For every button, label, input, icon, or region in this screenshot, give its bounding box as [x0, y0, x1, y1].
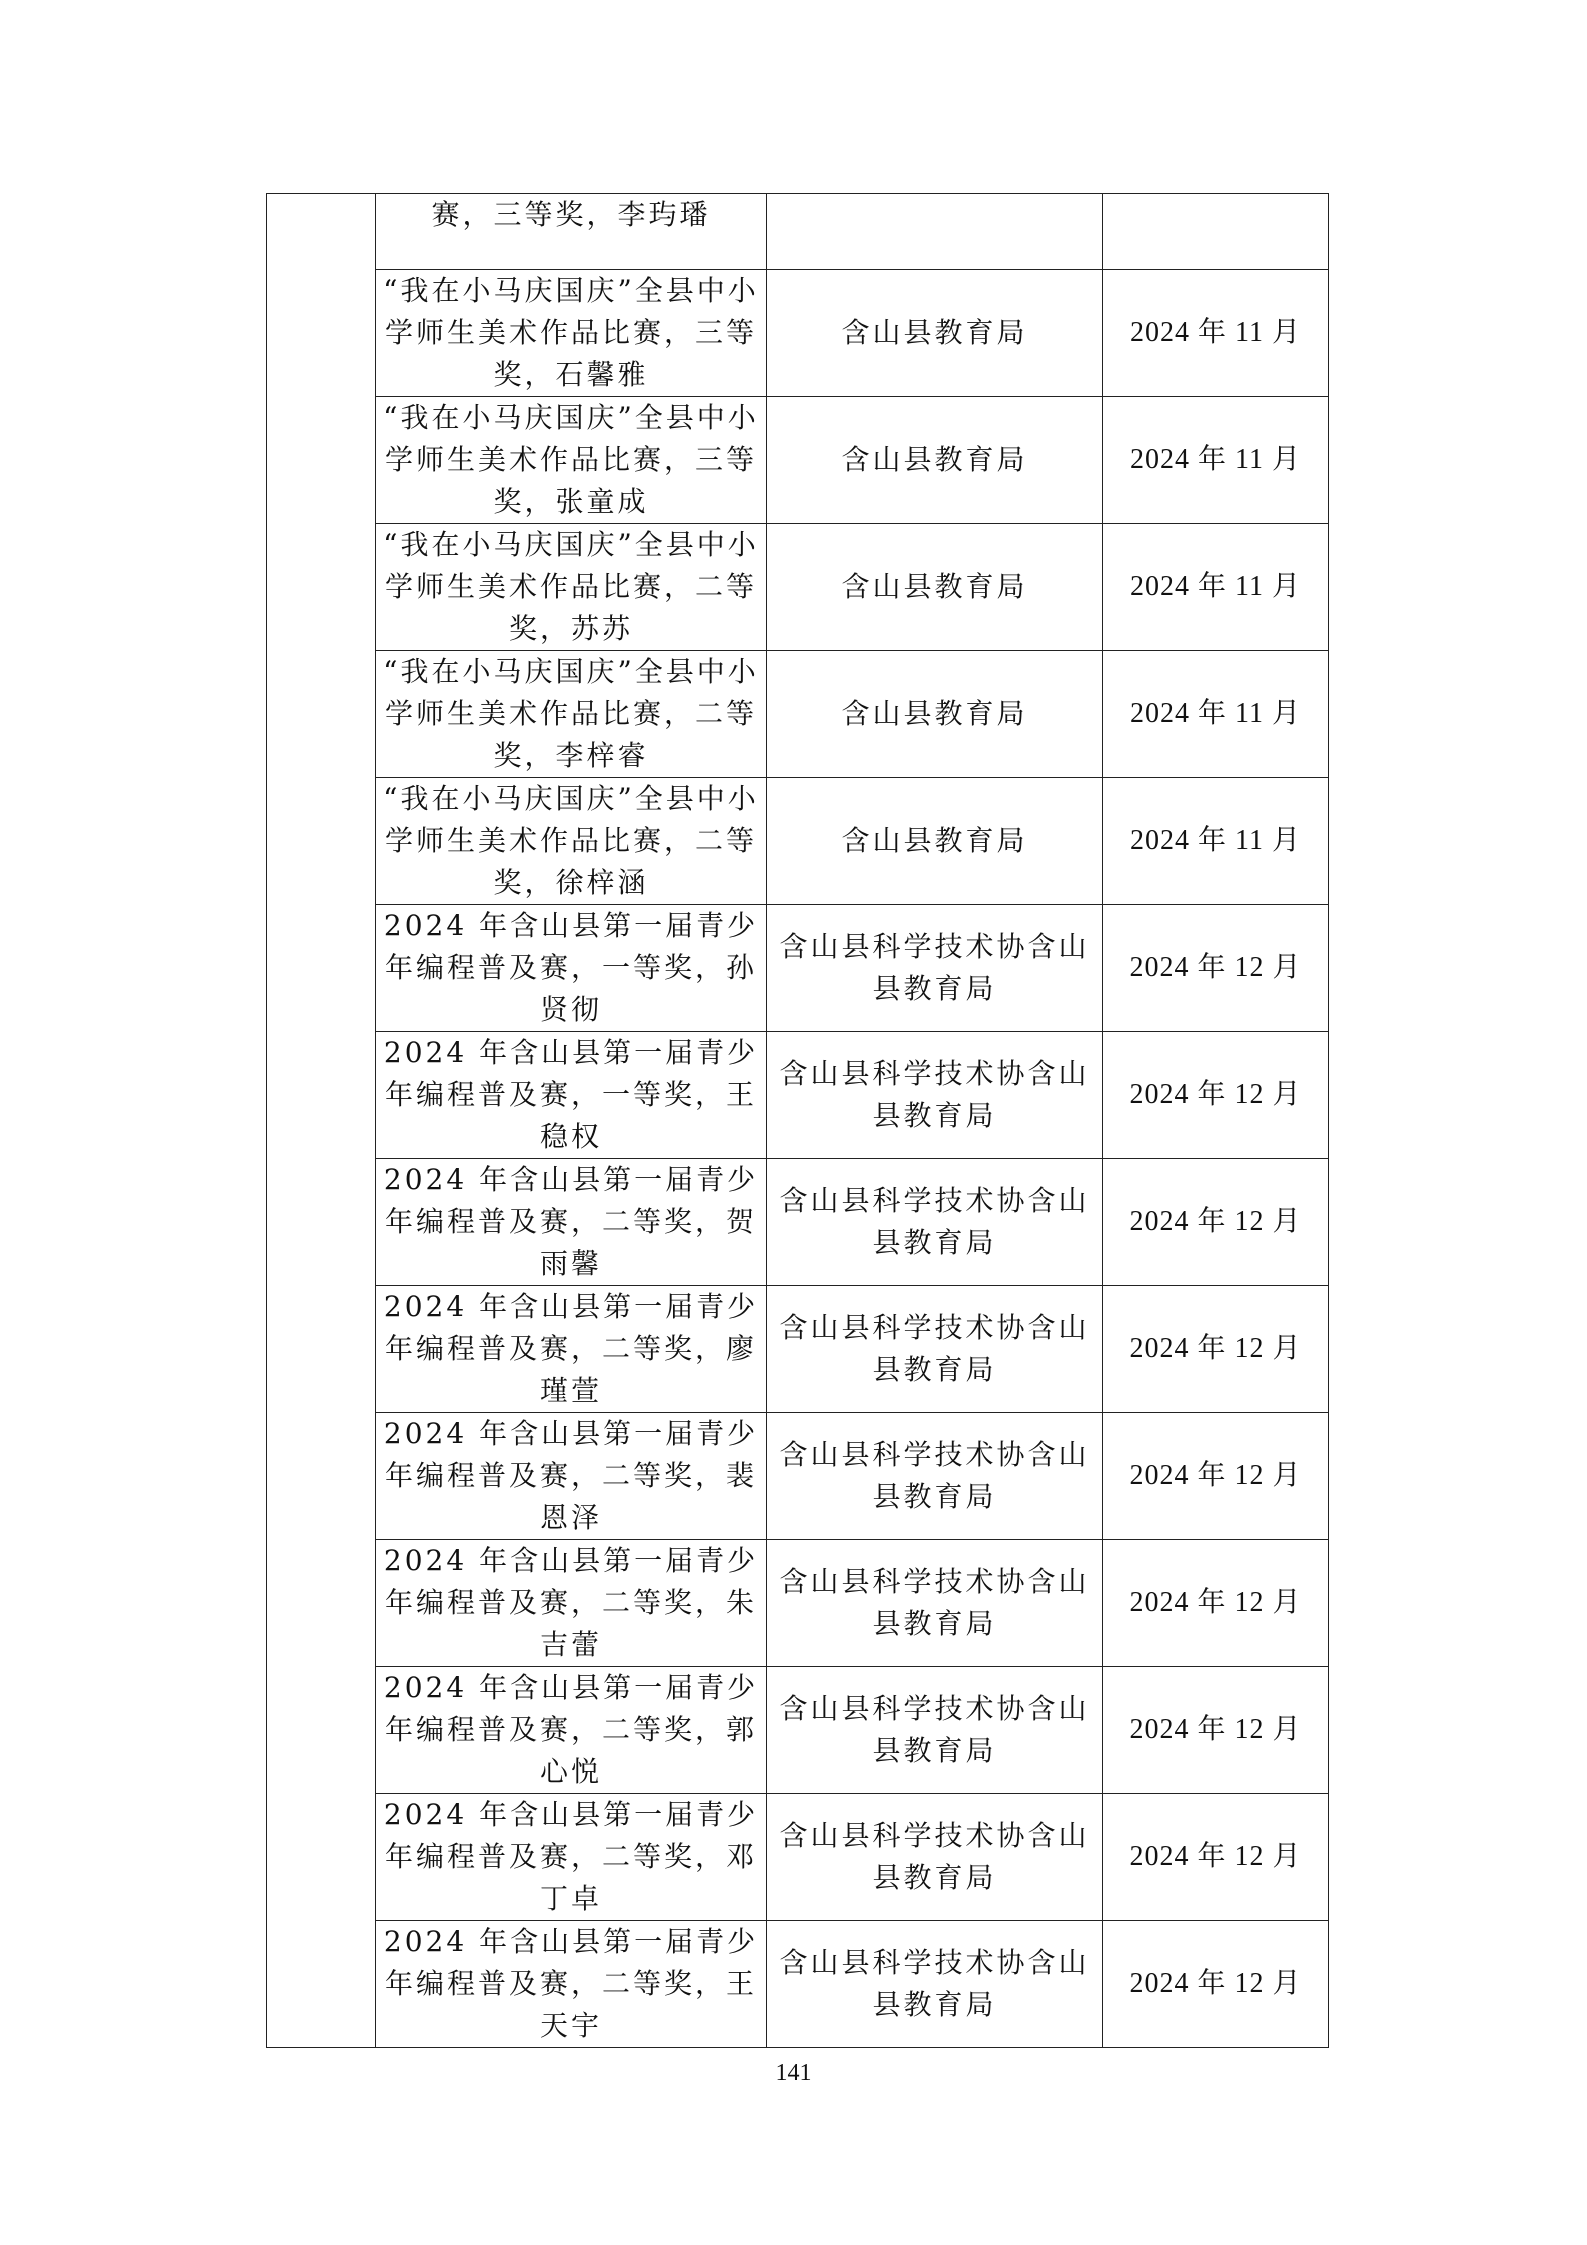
- organizer-cell: 含山县科学技术协含山县教育局: [767, 905, 1103, 1032]
- organizer-cell: 含山县科学技术协含山县教育局: [767, 1286, 1103, 1413]
- event-cell: 2024 年含山县第一届青少年编程普及赛，一等奖，孙贤彻: [376, 905, 767, 1032]
- event-cell: 2024 年含山县第一届青少年编程普及赛，二等奖，王天宇: [376, 1921, 767, 2048]
- event-cell: 赛，三等奖，李玙璠: [376, 194, 767, 270]
- table-row: [267, 1413, 1329, 1540]
- organizer-cell: 含山县教育局: [767, 524, 1103, 651]
- event-cell: “我在小马庆国庆”全县中小学师生美术作品比赛，二等奖，李梓睿: [376, 651, 767, 778]
- organizer-cell: 含山县科学技术协含山县教育局: [767, 1159, 1103, 1286]
- merged-category-cell: [267, 194, 376, 2048]
- date-cell: 2024 年 12 月: [1103, 1032, 1329, 1159]
- event-cell: 2024 年含山县第一届青少年编程普及赛，二等奖，裴恩泽: [376, 1413, 767, 1540]
- event-cell: “我在小马庆国庆”全县中小学师生美术作品比赛，三等奖，张童成: [376, 397, 767, 524]
- event-cell: “我在小马庆国庆”全县中小学师生美术作品比赛，三等奖，石馨雅: [376, 270, 767, 397]
- date-cell: 2024 年 12 月: [1103, 1286, 1329, 1413]
- date-cell: 2024 年 12 月: [1103, 1794, 1329, 1921]
- organizer-cell: 含山县科学技术协含山县教育局: [767, 1921, 1103, 2048]
- table-row: [267, 1921, 1329, 2048]
- table-row: [267, 1159, 1329, 1286]
- page-number: 141: [775, 2060, 812, 2086]
- table-row: [267, 194, 1329, 270]
- organizer-cell: [767, 194, 1103, 270]
- organizer-cell: 含山县教育局: [767, 778, 1103, 905]
- organizer-cell: 含山县科学技术协含山县教育局: [767, 1667, 1103, 1794]
- date-cell: 2024 年 11 月: [1103, 651, 1329, 778]
- event-cell: 2024 年含山县第一届青少年编程普及赛，二等奖，廖瑾萱: [376, 1286, 767, 1413]
- event-cell: 2024 年含山县第一届青少年编程普及赛，二等奖，郭心悦: [376, 1667, 767, 1794]
- table-row: [267, 397, 1329, 524]
- table-row: [267, 1032, 1329, 1159]
- organizer-cell: 含山县科学技术协含山县教育局: [767, 1413, 1103, 1540]
- organizer-cell: 含山县科学技术协含山县教育局: [767, 1032, 1103, 1159]
- event-cell: 2024 年含山县第一届青少年编程普及赛，一等奖，王稳权: [376, 1032, 767, 1159]
- date-cell: 2024 年 11 月: [1103, 397, 1329, 524]
- event-cell: 2024 年含山县第一届青少年编程普及赛，二等奖，贺雨馨: [376, 1159, 767, 1286]
- date-cell: 2024 年 12 月: [1103, 1540, 1329, 1667]
- table-row: [267, 651, 1329, 778]
- event-cell: 2024 年含山县第一届青少年编程普及赛，二等奖，邓丁卓: [376, 1794, 767, 1921]
- date-cell: 2024 年 11 月: [1103, 270, 1329, 397]
- date-cell: 2024 年 12 月: [1103, 1921, 1329, 2048]
- organizer-cell: 含山县教育局: [767, 270, 1103, 397]
- table-row: [267, 778, 1329, 905]
- date-cell: 2024 年 12 月: [1103, 1159, 1329, 1286]
- date-cell: 2024 年 12 月: [1103, 1413, 1329, 1540]
- table-row: [267, 1540, 1329, 1667]
- date-cell: 2024 年 12 月: [1103, 905, 1329, 1032]
- date-cell: 2024 年 11 月: [1103, 778, 1329, 905]
- event-cell: 2024 年含山县第一届青少年编程普及赛，二等奖，朱吉蕾: [376, 1540, 767, 1667]
- table-row: [267, 1794, 1329, 1921]
- table-row: [267, 905, 1329, 1032]
- event-cell: “我在小马庆国庆”全县中小学师生美术作品比赛，二等奖，苏苏: [376, 524, 767, 651]
- date-cell: [1103, 194, 1329, 270]
- awards-table: [266, 193, 1329, 2048]
- date-cell: 2024 年 11 月: [1103, 524, 1329, 651]
- organizer-cell: 含山县科学技术协含山县教育局: [767, 1794, 1103, 1921]
- organizer-cell: 含山县教育局: [767, 651, 1103, 778]
- organizer-cell: 含山县教育局: [767, 397, 1103, 524]
- table-row: [267, 524, 1329, 651]
- table-row: [267, 1667, 1329, 1794]
- table-row: [267, 1286, 1329, 1413]
- date-cell: 2024 年 12 月: [1103, 1667, 1329, 1794]
- table-row: [267, 270, 1329, 397]
- event-cell: “我在小马庆国庆”全县中小学师生美术作品比赛，二等奖，徐梓涵: [376, 778, 767, 905]
- organizer-cell: 含山县科学技术协含山县教育局: [767, 1540, 1103, 1667]
